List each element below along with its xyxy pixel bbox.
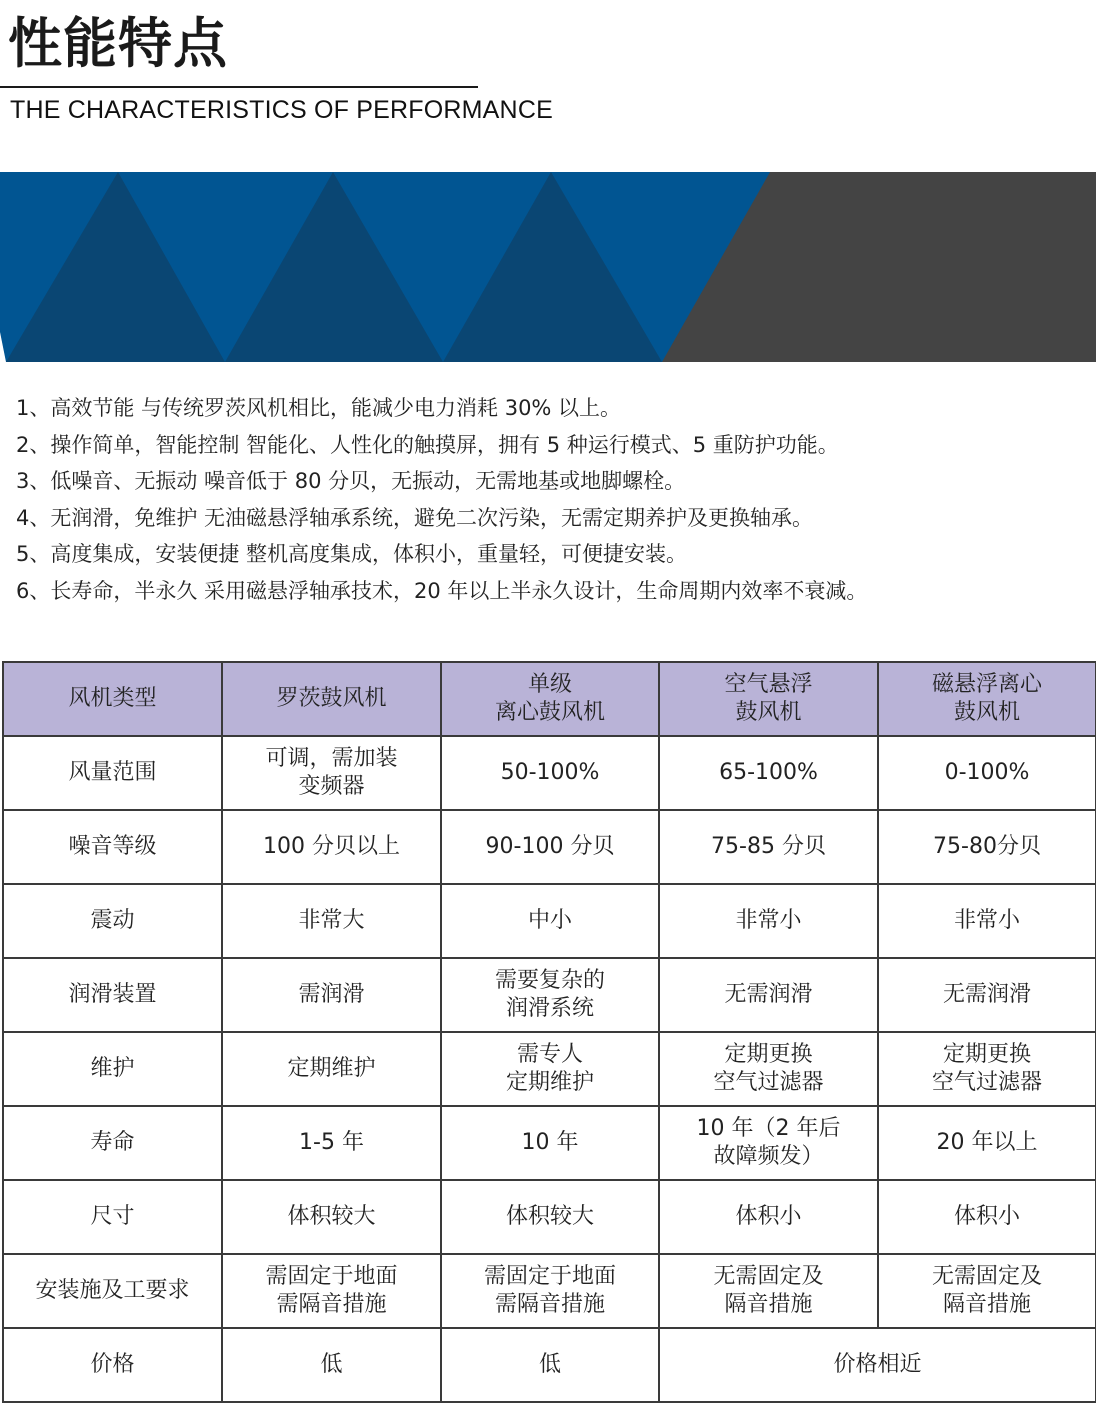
table-cell: 无需固定及 隔音措施 [878, 1254, 1096, 1328]
table-row [3, 884, 1096, 958]
table-cell: 无需固定及 隔音措施 [659, 1254, 878, 1328]
table-cell: 需润滑 [222, 958, 441, 1032]
table-cell: 10 年（2 年后 故障频发） [659, 1106, 878, 1180]
table-cell: 需要复杂的 润滑系统 [441, 958, 659, 1032]
table-cell: 无需润滑 [878, 958, 1096, 1032]
table-cell: 20 年以上 [878, 1106, 1096, 1180]
header-cell-single-stage-blower: 单级 离心鼓风机 [441, 662, 659, 736]
row-label: 安装施及工要求 [3, 1254, 222, 1328]
row-label: 震动 [3, 884, 222, 958]
table-cell: 100 分贝以上 [222, 810, 441, 884]
table-cell: 非常小 [878, 884, 1096, 958]
table-cell: 需专人 定期维护 [441, 1032, 659, 1106]
row-label: 风量范围 [3, 736, 222, 810]
header-cell-air-suspension-blower: 空气悬浮 鼓风机 [659, 662, 878, 736]
table-header-row [3, 662, 1096, 736]
comparison-table [2, 661, 1096, 1403]
table-cell: 中小 [441, 884, 659, 958]
table-row [3, 1180, 1096, 1254]
table-row [3, 810, 1096, 884]
table-row [3, 958, 1096, 1032]
table-cell: 体积小 [659, 1180, 878, 1254]
table-cell: 定期更换 空气过滤器 [878, 1032, 1096, 1106]
header-cell-roots-blower: 罗茨鼓风机 [222, 662, 441, 736]
table-cell: 65-100% [659, 736, 878, 810]
table-cell: 10 年 [441, 1106, 659, 1180]
feature-item-2: 2、操作简单，智能控制 智能化、人性化的触摸屏，拥有 5 种运行模式、5 重防护功能。 [16, 432, 839, 457]
table-row-price [3, 1328, 1096, 1402]
table-cell: 1-5 年 [222, 1106, 441, 1180]
table-cell: 75-85 分贝 [659, 810, 878, 884]
table-cell: 体积较大 [222, 1180, 441, 1254]
table-cell: 体积小 [878, 1180, 1096, 1254]
table-row [3, 1254, 1096, 1328]
table-cell-merged: 价格相近 [659, 1328, 1096, 1402]
row-label: 维护 [3, 1032, 222, 1106]
feature-item-3: 3、低噪音、无振动 噪音低于 80 分贝，无振动，无需地基或地脚螺栓。 [16, 469, 686, 493]
page-title: 性能特点 [8, 12, 228, 75]
header-cell-fan-type: 风机类型 [3, 662, 222, 736]
table-cell: 体积较大 [441, 1180, 659, 1254]
table-cell: 需固定于地面 需隔音措施 [441, 1254, 659, 1328]
table-cell: 定期维护 [222, 1032, 441, 1106]
table-row [3, 1106, 1096, 1180]
table-cell: 非常大 [222, 884, 441, 958]
feature-item-1: 1、高效节能 与传统罗茨风机相比，能减少电力消耗 30% 以上。 [16, 396, 622, 420]
table-cell: 50-100% [441, 736, 659, 810]
feature-item-6: 6、长寿命，半永久 采用磁悬浮轴承技术，20 年以上半永久设计，生命周期内效率不衰减。 [16, 578, 868, 603]
row-label: 润滑装置 [3, 958, 222, 1032]
row-label: 尺寸 [3, 1180, 222, 1254]
table-cell: 非常小 [659, 884, 878, 958]
table-cell: 需固定于地面 需隔音措施 [222, 1254, 441, 1328]
table-cell: 低 [222, 1328, 441, 1402]
table-row [3, 736, 1096, 810]
table-cell: 无需润滑 [659, 958, 878, 1032]
table-cell: 75-80分贝 [878, 810, 1096, 884]
table-cell: 90-100 分贝 [441, 810, 659, 884]
title-underline [0, 86, 478, 88]
row-label: 寿命 [3, 1106, 222, 1180]
row-label: 价格 [3, 1328, 222, 1402]
decorative-triangle-banner [0, 172, 1096, 362]
feature-item-4: 4、无润滑，免维护 无油磁悬浮轴承系统，避免二次污染，无需定期养护及更换轴承。 [16, 505, 814, 530]
table-row [3, 1032, 1096, 1106]
header-cell-maglev-blower: 磁悬浮离心 鼓风机 [878, 662, 1096, 736]
table-cell: 可调，需加装 变频器 [222, 736, 441, 810]
feature-item-5: 5、高度集成，安装便捷 整机高度集成，体积小，重量轻，可便捷安装。 [16, 542, 688, 566]
row-label: 噪音等级 [3, 810, 222, 884]
table-cell: 定期更换 空气过滤器 [659, 1032, 878, 1106]
table-cell: 0-100% [878, 736, 1096, 810]
feature-list [16, 390, 867, 609]
page-subtitle: THE CHARACTERISTICS OF PERFORMANCE [10, 96, 553, 124]
table-cell: 低 [441, 1328, 659, 1402]
